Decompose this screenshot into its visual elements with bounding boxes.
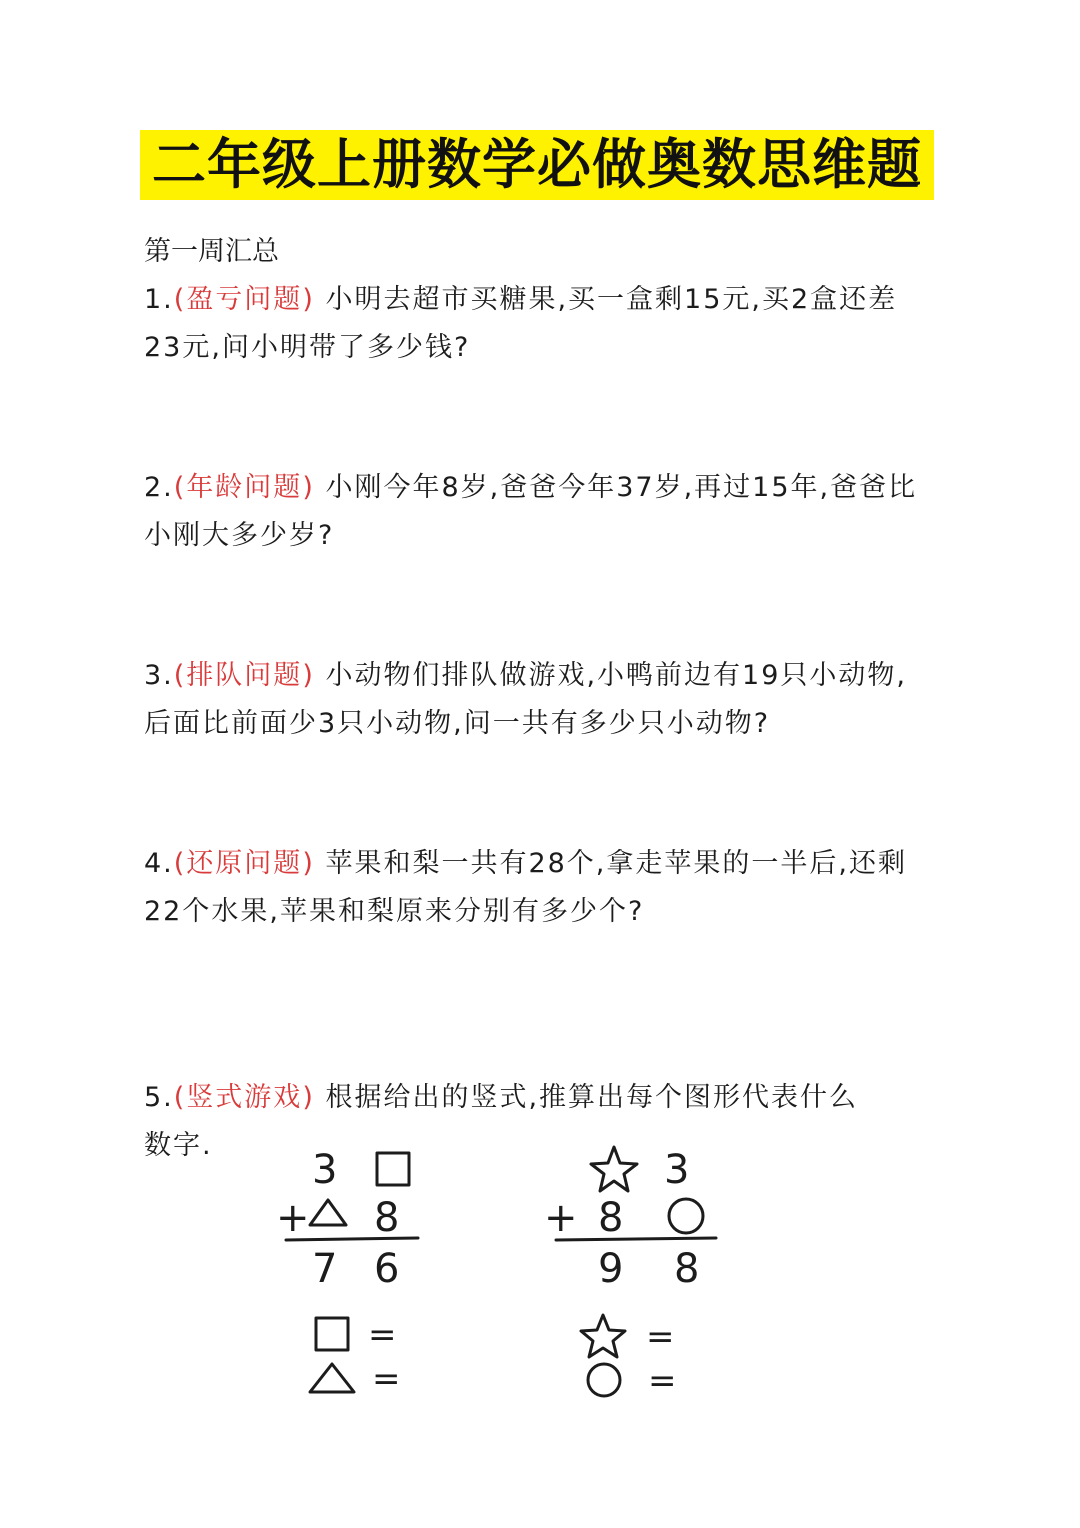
question-tag-close: ) bbox=[302, 284, 315, 315]
question-tag-close: ) bbox=[302, 1082, 315, 1113]
question-tag-open: ( bbox=[173, 1082, 187, 1113]
right-result-tens: 9 bbox=[598, 1246, 624, 1292]
question-text: 根据给出的竖式,推算出每个图形代表什么数字. bbox=[144, 1082, 859, 1161]
right-row1-digit: 3 bbox=[664, 1147, 690, 1193]
question-tag-close: ) bbox=[302, 848, 315, 879]
left-result-tens: 7 bbox=[312, 1246, 338, 1292]
left-sum-line bbox=[286, 1238, 418, 1240]
left-equals-1: = bbox=[368, 1315, 397, 1355]
star-icon bbox=[591, 1147, 637, 1191]
right-equals-1: = bbox=[646, 1317, 675, 1357]
left-plus-sign: + bbox=[276, 1195, 310, 1241]
square-icon bbox=[316, 1318, 348, 1350]
puzzle-left bbox=[276, 1147, 418, 1399]
question-tag-close: ) bbox=[302, 472, 315, 503]
left-row2-digit: 8 bbox=[374, 1195, 400, 1241]
question-text: 小动物们排队做游戏,小鸭前边有19只小动物,后面比前面少3只小动物,问一共有多少只小动物? bbox=[144, 660, 907, 739]
question-tag: 竖式游戏 bbox=[186, 1082, 303, 1113]
question-text: 小刚今年8岁,爸爸今年37岁,再过15年,爸爸比小刚大多少岁? bbox=[144, 472, 918, 551]
question-number: 3. bbox=[144, 660, 174, 691]
question-number: 2. bbox=[144, 472, 174, 503]
question-number: 1. bbox=[144, 284, 174, 315]
question-text: 苹果和梨一共有28个,拿走苹果的一半后,还剩22个水果,苹果和梨原来分别有多少个? bbox=[144, 848, 907, 927]
question-tag: 盈亏问题 bbox=[186, 284, 303, 315]
left-row1-digit: 3 bbox=[312, 1147, 338, 1193]
puzzle-right bbox=[544, 1147, 716, 1401]
question-tag-open: ( bbox=[173, 848, 187, 879]
question-text: 小明去超市买糖果,买一盒剩15元,买2盒还差23元,问小明带了多少钱? bbox=[144, 284, 898, 363]
left-result-ones: 6 bbox=[374, 1246, 400, 1292]
question-number: 4. bbox=[144, 848, 174, 879]
star-icon bbox=[581, 1315, 625, 1357]
triangle-icon bbox=[310, 1364, 354, 1392]
right-result-ones: 8 bbox=[674, 1246, 700, 1292]
right-plus-sign: + bbox=[544, 1195, 578, 1241]
square-icon bbox=[377, 1153, 409, 1185]
circle-icon bbox=[669, 1199, 703, 1233]
question-tag: 还原问题 bbox=[186, 848, 303, 879]
question-tag-open: ( bbox=[173, 660, 187, 691]
question-tag: 排队问题 bbox=[186, 660, 303, 691]
triangle-icon bbox=[310, 1200, 346, 1225]
right-row2-digit: 8 bbox=[598, 1195, 624, 1241]
question-tag-open: ( bbox=[173, 284, 187, 315]
question-tag: 年龄问题 bbox=[186, 472, 303, 503]
right-sum-line bbox=[556, 1238, 716, 1240]
page-title: 二年级上册数学必做奥数思维题 bbox=[152, 133, 922, 196]
right-equals-2: = bbox=[648, 1361, 677, 1401]
question-tag-open: ( bbox=[173, 472, 187, 503]
question-number: 5. bbox=[144, 1082, 174, 1113]
left-equals-2: = bbox=[372, 1359, 401, 1399]
circle-icon bbox=[588, 1364, 620, 1396]
question-tag-close: ) bbox=[302, 660, 315, 691]
week-label: 第一周汇总 bbox=[144, 236, 279, 267]
